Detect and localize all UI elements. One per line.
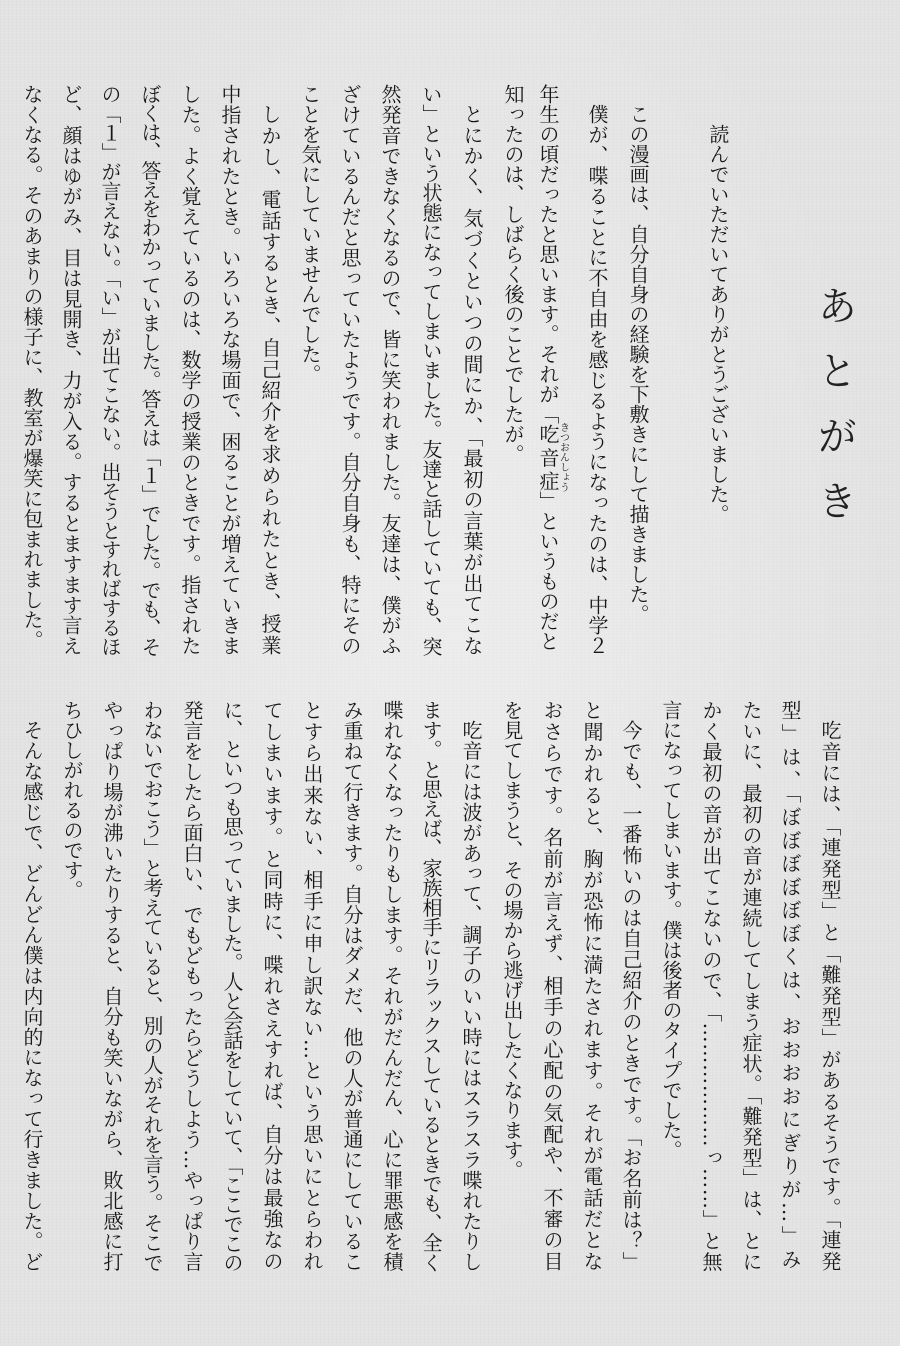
- lower-line-17: 発言をしたら面白い、でもどもったらどうしよう…やっぱり言: [180, 700, 204, 1272]
- upper-line-2: この漫画は、自分自身の経験を下敷きにして描きました。: [626, 104, 650, 624]
- lower-line-14: とすら出来ない、相手に申し訳ない…という思いにとらわれ: [300, 700, 324, 1272]
- lower-line-21: そんな感じで、どんどん僕は内向的になって行きました。ど: [20, 720, 44, 1272]
- upper-line-8: 然発音できなくなるので、皆に笑われました。友達は、僕がふ: [378, 84, 402, 656]
- lower-line-1: 吃音には、「連発型」と「難発型」があるそうです。「連発: [818, 720, 842, 1272]
- upper-line-14: ぼくは、答えをわかっていました。答えは「１」でした。でも、そ: [138, 84, 162, 657]
- lower-line-15: てしまいます。と同時に、喋れさえすれば、自分は最強なの: [260, 700, 284, 1272]
- upper-line-4-before: 年生の頃だったと思います。それが「: [536, 84, 560, 424]
- upper-line-10: ことを気にしていませんでした。: [298, 84, 322, 384]
- upper-line-1: 読んでいただいてありがとうございました。: [706, 124, 730, 524]
- lower-line-7: と聞かれると、胸が恐怖に満たされます。それが電話だとな: [580, 700, 604, 1272]
- afterword-title: あとがき: [811, 285, 857, 545]
- upper-line-17: なくなる。そのあまりの様子に、教室が爆笑に包まれました。: [20, 84, 44, 650]
- upper-line-15: の「１」が言えない。「い」が出てこない。出そうとすればするほ: [98, 84, 122, 657]
- upper-line-4-after: 」というものだと: [536, 490, 560, 651]
- lower-line-8: おさらです。名前が言えず、相手の心配の気配や、不審の目: [540, 700, 564, 1272]
- lower-line-10: 吃音には波があって、調子のいい時にはスラスラ喋れたりし: [459, 720, 483, 1272]
- lower-line-16: に、といつも思っていました。人と会話をしていて、「ここでこの: [220, 700, 244, 1273]
- upper-line-12: 中指されたとき。いろいろな場面で、困ることが増えていきま: [218, 84, 242, 656]
- lower-line-6: 今でも、一番怖いのは自己紹介のときです。「お名前は？」: [619, 720, 643, 1272]
- ruby-term: [536, 422, 569, 493]
- lower-line-2: 型」は、「ぼぼぼぼぼぼくは、おおおおにぎりが…」み: [778, 700, 802, 1272]
- lower-line-11: ます。と思えば、家族相手にリラックスしているときでも、全く: [419, 700, 443, 1273]
- lower-line-3: たいに、最初の音が連続してしまう症状。「難発型」は、とに: [739, 700, 763, 1272]
- upper-line-4: [536, 84, 569, 651]
- upper-line-16: ど、顔はゆがみ、目は見開き、力が入る。するとますます言え: [59, 84, 83, 656]
- ruby-reading: きつおんしょう: [557, 422, 569, 493]
- upper-line-13: した。よく覚えているのは、数学の授業のときです。指された: [178, 84, 202, 656]
- upper-line-5: 知ったのは、しばらく後のことでしたが。: [501, 84, 525, 464]
- upper-line-11: しかし、電話するとき、自己紹介を求められたとき、授業: [258, 104, 282, 656]
- upper-line-6: とにかく、気づくといつの間にか、「最初の言葉が出てこな: [460, 104, 484, 656]
- lower-line-9: を見てしまうと、その場から逃げ出したくなります。: [500, 700, 524, 1180]
- lower-line-20: ちひしがれるのです。: [60, 700, 84, 900]
- lower-line-19: やっぱり場が沸いたりすると、自分も笑いながら、敗北感に打: [100, 700, 124, 1272]
- lower-line-5: 言になってしまいます。僕は後者のタイプでした。: [659, 700, 683, 1160]
- upper-line-9: ざけているんだと思っていたようです。自分自身も、特にその: [338, 84, 362, 656]
- upper-line-7: い」という状態になってしまいました。友達と話していても、突: [419, 84, 443, 657]
- lower-line-12: 喋れなくなったりもします。それがだんだん、心に罪悪感を積: [380, 700, 404, 1272]
- lower-line-18: わないでおこう」と考えていると、別の人がそれを言う。そこで: [140, 700, 164, 1273]
- upper-line-3: 僕が、喋ることに不自由を感じるようになったのは、中学２: [585, 104, 609, 656]
- lower-line-13: み重ねて行きます。自分はダメだ、他の人が普通にしているこ: [340, 700, 364, 1272]
- ruby-base: 吃音症: [536, 422, 560, 493]
- lower-line-4: かく最初の音が出てこないので、「………………っ……」と無: [699, 700, 723, 1272]
